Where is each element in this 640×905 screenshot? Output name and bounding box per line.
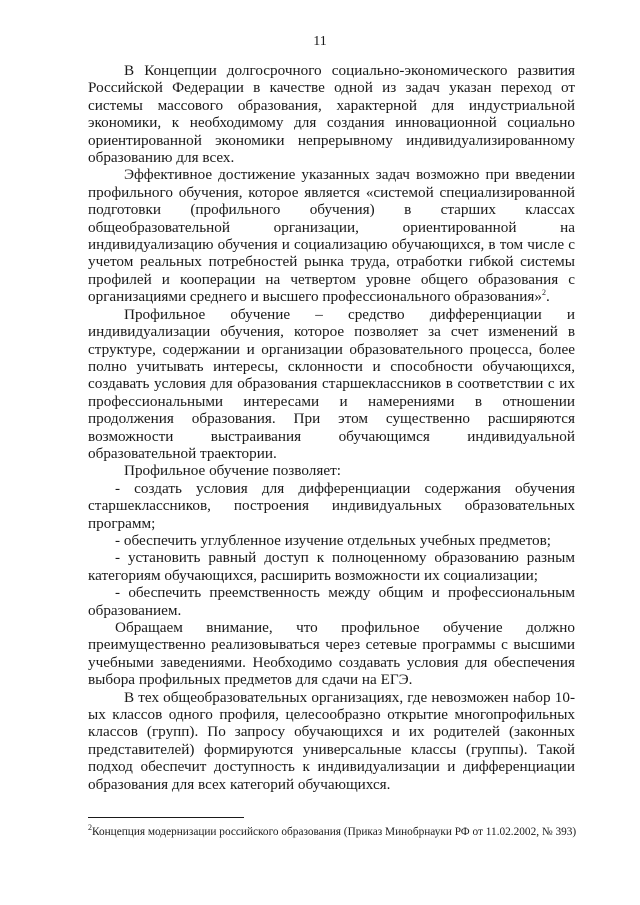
paragraph: Эффективное достижение указанных задач возможно при введении профильного обучения, которое является «системой специализированной подготовки (профильного обучения) в старших классах общеобразовательной организации, ориентированной на индивидуализацию обучения и социализацию обучающихся, в том числе с учетом реальных потребностей рынка труда, отработки гибкой системы профилей и кооперации на четвертом уровне общего образования с организациями среднего и высшего профессионального образования»$^2$. <box>88 166 575 306</box>
body-text <box>88 62 575 793</box>
footnote-marker: 2 <box>88 823 92 833</box>
paragraph-text: Эффективное достижение указанных задач возможно при введении профильного обучения, которое является «системой специализированной подготовки (профильного обучения) в старших классах общеобразовательной организации, ориентированной на индивидуализацию обучения и социализацию обучающихся, в том числе с учетом реальных потребностей рынка труда, отработки гибкой системы профилей и кооперации на четвертом уровне общего образования с организациями среднего и высшего профессионального образования» <box>88 166 575 306</box>
paragraph: Профильное обучение – средство дифференциации и индивидуализации обучения, которое позволяет за счет изменений в структуре, содержании и организации образовательного процесса, более полно учитывать интересы, склонности и способности обучающихся, создавать условия для образования старшеклассников в соответствии с их профессиональными интересами и намерениями в отношении продолжения образования. При этом существенно расширяются возможности выстраивания обучающимся индивидуальной образовательной траектории. <box>88 305 575 462</box>
paragraph: В Концепции долгосрочного социально-экономического развития Российской Федерации в качестве одной из задач указан переход от системы массового образования, характерной для индустриальной экономики, к необходимому для создания инновационной социально ориентированной экономики непрерывному индивидуализированному образованию для всех. <box>88 62 575 167</box>
list-item: - установить равный доступ к полноценному образованию разным категориям обучающихся, расширить возможности их социализации; <box>88 549 575 584</box>
footnote <box>88 823 588 839</box>
list-item: - обеспечить углубленное изучение отдельных учебных предметов; <box>115 531 552 549</box>
paragraph: Профильное обучение позволяет: <box>124 462 341 480</box>
footnote-reference: 2 <box>542 288 547 298</box>
page-number: 11 <box>313 34 327 49</box>
footnote-separator <box>88 817 244 818</box>
list-item: - создать условия для дифференциации содержания обучения старшеклассников, построения индивидуальных образовательных программ; <box>88 479 575 532</box>
paragraph: Обращаем внимание, что профильное обучение должно преимущественно реализовываться через сетевые программы с высшими учебными заведениями. Необходимо создавать условия для обеспечения выбора профильных предметов для сдачи на ЕГЭ. <box>88 619 575 689</box>
footnote-text: Концепция модернизации российского образования (Приказ Минобрнауки РФ от 11.02.2002, № 393) <box>92 826 577 838</box>
paragraph: В тех общеобразовательных организациях, где невозможен набор 10-ых классов одного профиля, целесообразно открытие многопрофильных классов (групп). По запросу обучающихся и их родителей (законных представителей) формируются универсальные классы (группы). Такой подход обеспечит доступность к индивидуализации и дифференциации образования для всех категорий обучающихся. <box>88 688 575 793</box>
list-item: - обеспечить преемственность между общим и профессиональным образованием. <box>88 584 575 619</box>
